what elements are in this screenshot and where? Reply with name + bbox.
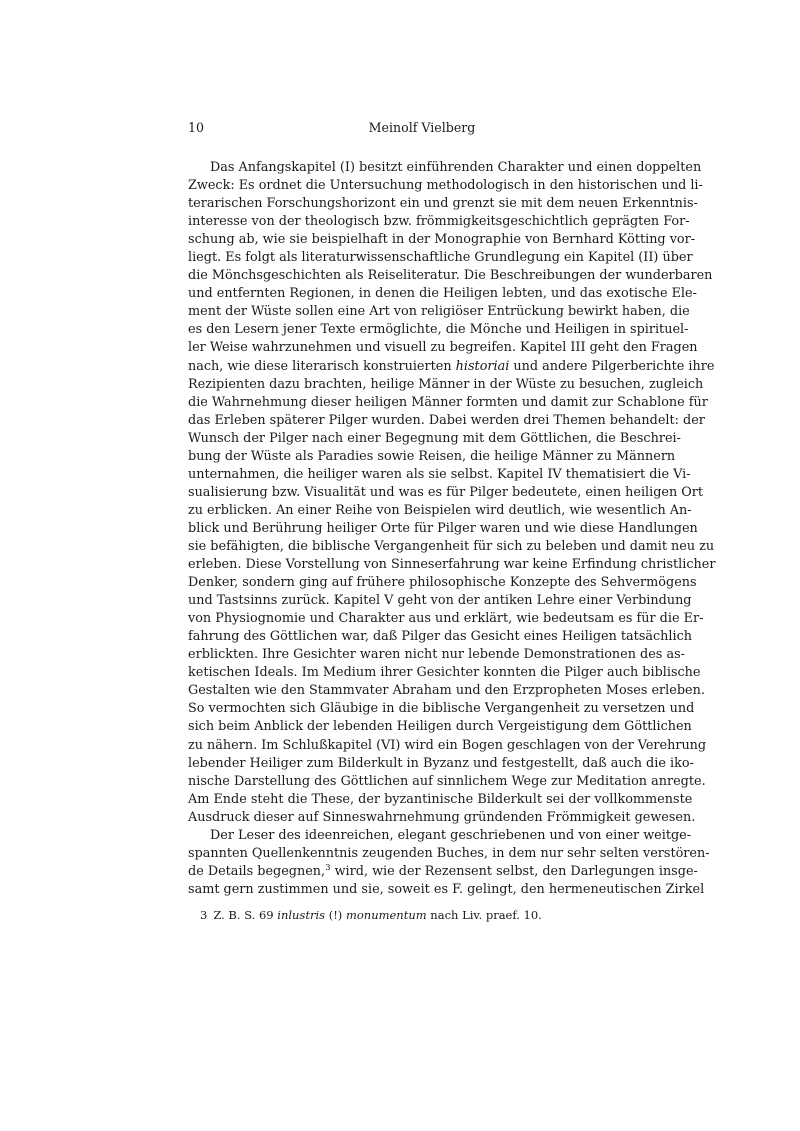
footnote-text: Z. B. S. 69 — [213, 907, 278, 922]
footnote-reference[interactable]: 3 — [325, 862, 331, 873]
text-line — [188, 862, 698, 881]
text-line: Der Leser des ideenreichen, elegant geschriebenen und von einer weitge- — [210, 827, 692, 843]
text-line: nische Darstellung des Göttlichen auf sinnlichem Wege zur Meditation anregte. — [188, 773, 706, 789]
text-line: Zweck: Es ordnet die Untersuchung methodologisch in den historischen und li- — [188, 178, 703, 194]
text-line: terarischen Forschungshorizont ein und grenzt sie mit dem neuen Erkenntnis- — [188, 196, 698, 212]
text-line: Wunsch der Pilger nach einer Begegnung mit dem Göttlichen, die Beschrei- — [188, 430, 681, 446]
text-line: Rezipienten dazu brachten, heilige Männer in der Wüste zu besuchen, zugleich — [188, 376, 704, 392]
text-line: Das Anfangskapitel (I) besitzt einführenden Charakter und einen doppelten — [210, 160, 702, 175]
text-line: zu nähern. Im Schlußkapitel (VI) wird ein Bogen geschlagen von der Verehrung — [188, 737, 707, 753]
text-line: von Physiognomie und Charakter aus und erklärt, wie bedeutsam es für die Er- — [188, 611, 704, 627]
text-line: sich beim Anblick der lebenden Heiligen durch Vergeistigung dem Göttlichen — [188, 719, 692, 735]
text-line: Denker, sondern ging auf frühere philosophische Konzepte des Sehvermögens — [188, 575, 697, 591]
text-line: Gestalten wie den Stammvater Abraham und den Erzpropheten Moses erleben. — [188, 683, 705, 699]
running-head-author: Meinolf Vielberg — [368, 120, 476, 135]
text-line: fahrung des Göttlichen war, daß Pilger das Gesicht eines Heiligen tatsächlich — [188, 629, 693, 645]
footnote-text: (!) — [325, 907, 346, 922]
text-line: Am Ende steht die These, der byzantinische Bilderkult sei der vollkommenste — [188, 791, 693, 807]
text-line: schung ab, wie sie beispielhaft in der Monographie von Bernhard Kötting vor- — [188, 232, 696, 248]
text-line: So vermochten sich Gläubige in die biblische Vergangenheit zu versetzen und — [188, 701, 695, 717]
footnote-number: 3 — [200, 907, 208, 922]
text-line — [188, 358, 715, 376]
text-line: und entfernten Regionen, in denen die Heiligen lebten, und das exotische Ele- — [188, 286, 697, 302]
footnote-italic: inlustris — [277, 907, 326, 922]
paragraph-2 — [188, 827, 710, 899]
text-line: erblickten. Ihre Gesichter waren nicht nur lebende Demonstrationen des as- — [188, 647, 685, 663]
text-line: zu erblicken. An einer Reihe von Beispielen wird deutlich, wie wesentlich An- — [188, 502, 692, 518]
footnote-text: nach Liv. praef. 10. — [426, 907, 542, 922]
footnote-italic: monumentum — [345, 907, 427, 922]
text-segment: wird, wie der Rezensent selbst, den Darlegungen insge- — [330, 863, 698, 879]
paragraph-1 — [188, 159, 716, 827]
text-line: bung der Wüste als Paradies sowie Reisen, die heilige Männer zu Männern — [188, 448, 676, 464]
text-line: sie befähigten, die biblische Vergangenheit für sich zu beleben und damit neu zu — [188, 538, 715, 554]
text-line: ketischen Ideals. Im Medium ihrer Gesichter konnten die Pilger auch biblische — [188, 665, 701, 681]
text-segment: und andere Pilgerberichte ihre — [509, 358, 715, 374]
text-line: ler Weise wahrzunehmen und visuell zu begreifen. Kapitel III geht den Fragen — [188, 340, 698, 356]
text-line: blick und Berührung heiliger Orte für Pilger waren und wie diese Handlungen — [188, 520, 698, 536]
text-line: spannten Quellenkenntnis zeugenden Buches, in dem nur sehr selten verstören- — [188, 845, 710, 861]
text-line: und Tastsinns zurück. Kapitel V geht von der antiken Lehre einer Verbindung — [188, 593, 692, 609]
text-line: die Wahrnehmung dieser heiligen Männer formten und damit zur Schablone für — [188, 394, 708, 410]
text-line: liegt. Es folgt als literaturwissenschaftliche Grundlegung ein Kapitel (II) über — [188, 250, 693, 266]
text-line: das Erleben späterer Pilger wurden. Dabei werden drei Themen behandelt: der — [188, 412, 705, 428]
text-line: interesse von der theologisch bzw. frömmigkeitsgeschichtlich geprägten For- — [188, 214, 690, 230]
text-line: die Mönchsgeschichten als Reiseliteratur. Die Beschreibungen der wunderbaren — [188, 268, 713, 284]
document-page — [188, 118, 716, 923]
italic-term: historiai — [455, 358, 510, 374]
text-segment: nach, wie diese literarisch konstruierten — [188, 358, 456, 374]
text-line: sualisierung bzw. Visualität und was es für Pilger bedeutete, einen heiligen Ort — [188, 484, 704, 500]
text-line: lebender Heiliger zum Bilderkult in Byzanz und festgestellt, daß auch die iko- — [188, 755, 694, 771]
text-segment: de Details begegnen, — [188, 863, 326, 879]
running-head — [188, 118, 656, 138]
text-line: es den Lesern jener Texte ermöglichte, die Mönche und Heiligen in spirituel- — [188, 322, 689, 338]
text-line: ment der Wüste sollen eine Art von religiöser Entrückung bewirkt haben, die — [188, 304, 690, 320]
text-line: Ausdruck dieser auf Sinneswahrnehmung gründenden Frömmigkeit gewesen. — [188, 809, 696, 825]
body-text — [188, 159, 716, 899]
text-line: unternahmen, die heiliger waren als sie selbst. Kapitel IV thematisiert die Vi- — [188, 466, 691, 482]
text-line: erleben. Diese Vorstellung von Sinneserfahrung war keine Erfindung christlicher — [188, 557, 716, 573]
page-number: 10 — [188, 120, 205, 135]
footnote — [188, 907, 656, 923]
text-line: samt gern zustimmen und sie, soweit es F. gelingt, den hermeneutischen Zirkel — [188, 881, 705, 897]
